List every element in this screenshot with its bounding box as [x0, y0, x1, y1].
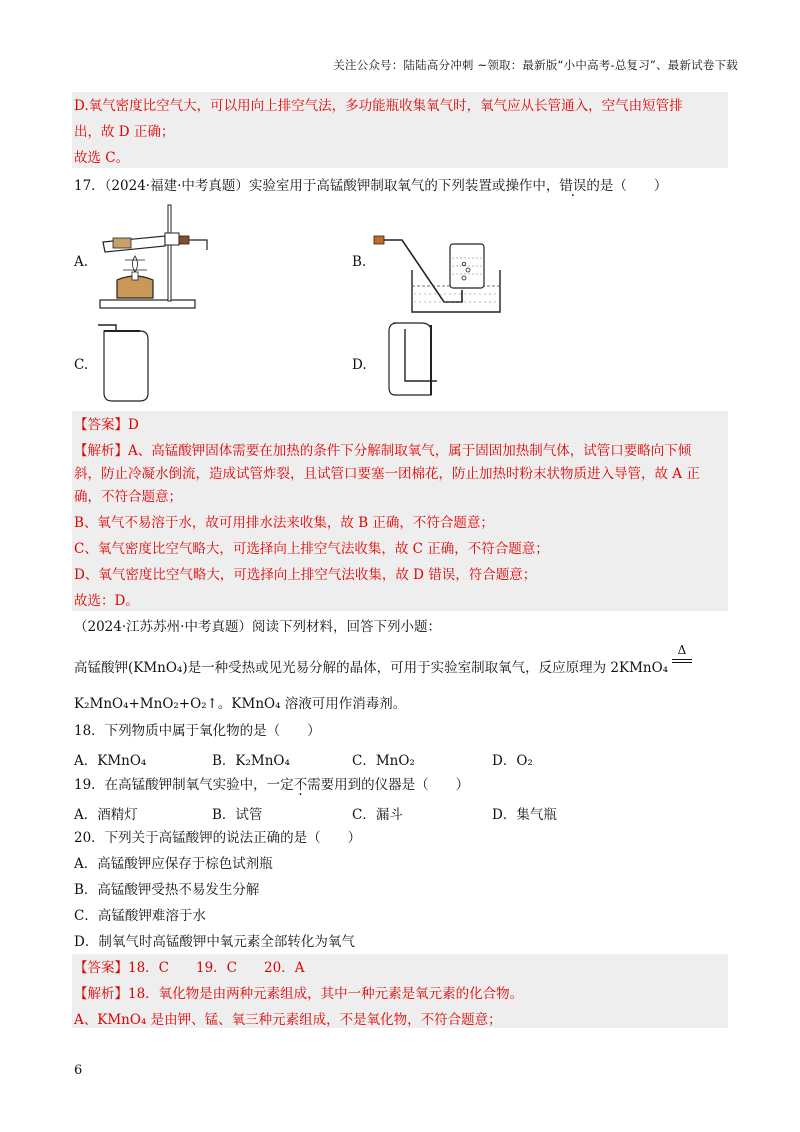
answer-value: 18．C 19．C 20．A	[128, 960, 305, 976]
delta-symbol	[672, 644, 692, 663]
question-18-stem: 18．下列物质中属于氧化物的是（ ）	[74, 723, 321, 739]
emphasis-text: 不	[293, 777, 308, 793]
delta-text: Δ	[677, 643, 687, 657]
q18-option-d: D．O₂	[492, 753, 533, 769]
q20-option-c: C．高锰酸钾难溶于水	[74, 908, 206, 924]
q20-option-b: B．高锰酸钾受热不易发生分解	[74, 882, 260, 898]
heating-apparatus-image	[95, 200, 220, 315]
q19-option-a: A．酒精灯	[74, 807, 138, 823]
question-19-stem-end: 需要用到的仪器是（ ）	[307, 777, 470, 793]
water-collection-image	[372, 230, 507, 315]
q19-option-c: C．漏斗	[352, 807, 403, 823]
analysis-line	[74, 985, 523, 1003]
upward-air-collection-image	[96, 321, 156, 403]
answer-tag: 【答案】	[74, 417, 128, 433]
analysis-line: C、氧气密度比空气略大，可选择向上排空气法收集，故 C 正确，不符合题意；	[74, 541, 549, 557]
option-a-label: A.	[74, 254, 89, 270]
analysis-line: 斜，防止冷凝水倒流，造成试管炸裂，且试管口要塞一团棉花，防止加热时粉末状物质进入导管，故 A 正	[74, 466, 700, 482]
question-19-stem-text: 19．在高锰酸钾制氧气实验中，一定	[74, 777, 294, 793]
material-intro: （2024·江苏苏州·中考真题）阅读下列材料，回答下列小题：	[74, 619, 441, 635]
question-17-stem-end: 的是（ ）	[586, 178, 668, 194]
question-17-stem-text: 17．（2024·福建·中考真题）实验室用于高锰酸钾制取氧气的下列装置或操作中，	[74, 178, 560, 194]
q18-option-c: C．MnO₂	[352, 753, 415, 769]
analysis-text: A、高锰酸钾固体需要在加热的条件下分解制取氧气，属于固固加热制气体，试管口要略向下倾	[128, 443, 692, 459]
material-line-1: 高锰酸钾(KMnO₄)是一种受热或见光易分解的晶体，可用于实验室制取氧气，反应原理为 2KMnO₄	[74, 660, 669, 676]
page-header: 关注公众号：陆陆高分冲刺 ~领取：最新版“小中高考-总复习”、最新试卷下载	[333, 58, 738, 72]
q19-option-b: B．试管	[212, 807, 263, 823]
option-b-label: B.	[352, 254, 367, 270]
answer-line	[74, 959, 304, 977]
analysis-line: A、KMnO₄ 是由钾、锰、氧三种元素组成，不是氧化物，不符合题意；	[74, 1012, 502, 1028]
q18-option-a: A．KMnO₄	[74, 753, 147, 769]
q20-option-a: A．高锰酸钾应保存于棕色试剂瓶	[74, 856, 273, 872]
analysis-line: D、氧气密度比空气略大，可选择向上排空气法收集，故 D 错误，符合题意；	[74, 567, 537, 583]
analysis-line	[74, 442, 691, 460]
material-line-2: K₂MnO₄+MnO₂+O₂↑。KMnO₄ 溶液可用作消毒剂。	[74, 696, 407, 712]
question-19-stem	[74, 776, 469, 794]
q20-option-d: D．制氧气时高锰酸钾中氧元素全部转化为氧气	[74, 934, 355, 950]
analysis-line: 故选 C。	[74, 150, 130, 166]
answer-line	[74, 416, 139, 434]
question-20-stem: 20．下列关于高锰酸钾的说法正确的是（ ）	[74, 830, 362, 846]
analysis-line: B、氧气不易溶于水，故可用排水法来收集，故 B 正确，不符合题意；	[74, 515, 494, 531]
analysis-tag: 【解析】	[74, 443, 128, 459]
option-d-label: D.	[352, 357, 367, 373]
q19-option-d: D．集气瓶	[492, 807, 557, 823]
analysis-line: 出，故 D 正确；	[74, 124, 175, 140]
analysis-line: 故选：D。	[74, 593, 139, 609]
equals-line	[672, 659, 692, 663]
emphasis-text: 错误	[559, 178, 587, 194]
downward-air-collection-image	[385, 321, 440, 401]
analysis-text: 18．氧化物是由两种元素组成，其中一种元素是氧元素的化合物。	[128, 986, 524, 1002]
page-number: 6	[74, 1063, 83, 1078]
answer-value: D	[128, 417, 139, 433]
answer-tag: 【答案】	[74, 960, 128, 976]
analysis-tag: 【解析】	[74, 986, 128, 1002]
analysis-line: 确，不符合题意；	[74, 489, 182, 505]
option-c-label: C.	[74, 357, 89, 373]
analysis-line: D.氧气密度比空气大，可以用向上排空气法，多功能瓶收集氧气时，氧气应从长管通入，空气由短管排	[74, 98, 683, 114]
q18-option-b: B．K₂MnO₄	[212, 753, 290, 769]
question-17-stem	[74, 177, 667, 195]
